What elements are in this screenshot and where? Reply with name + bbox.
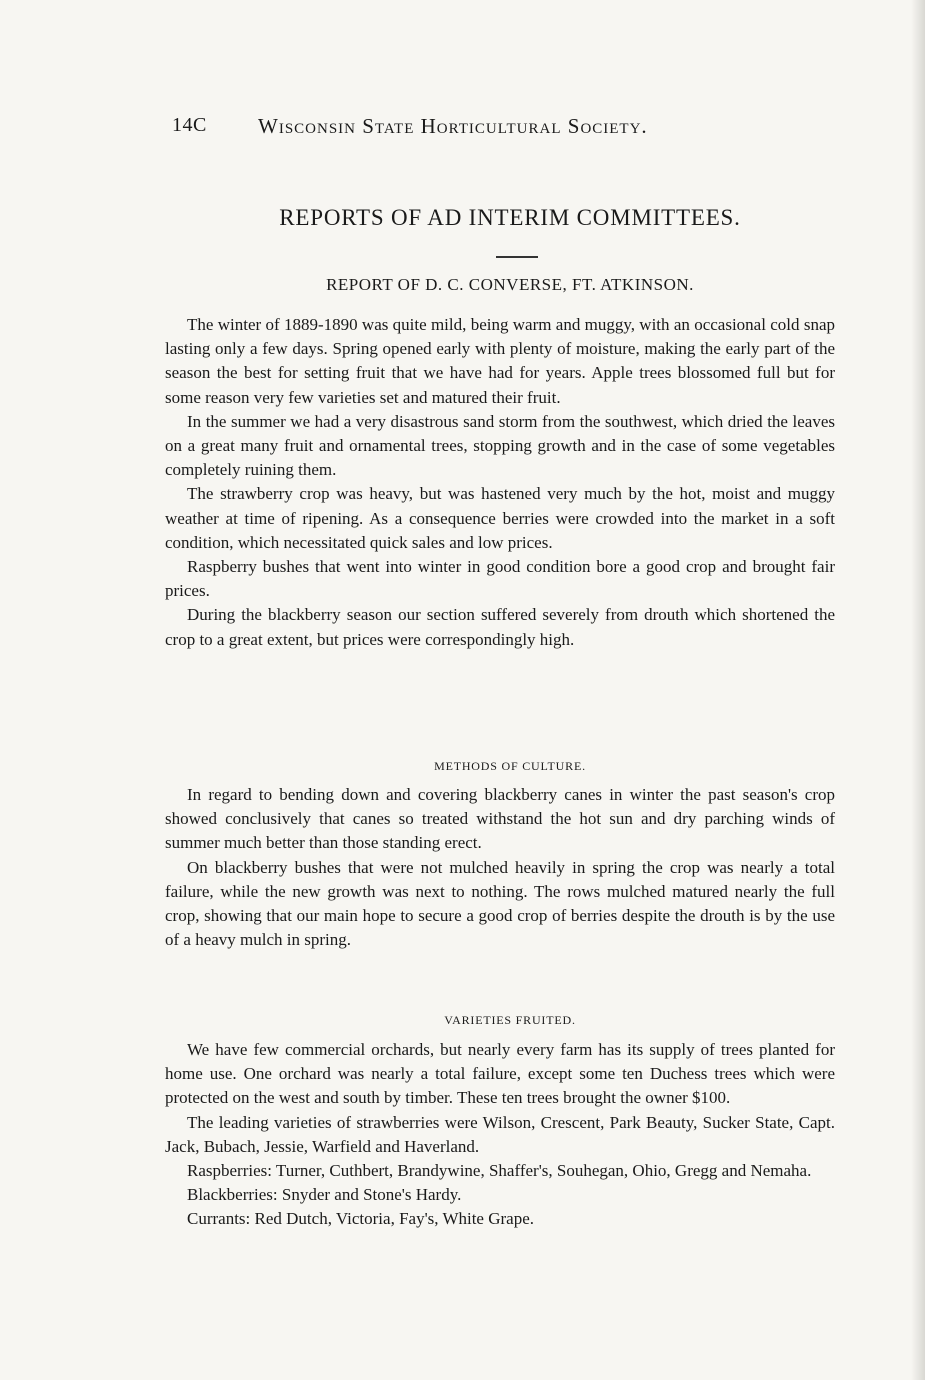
- page-edge-shadow: [911, 0, 925, 1380]
- report-heading: REPORT OF D. C. CONVERSE, FT. ATKINSON.: [326, 275, 694, 294]
- paragraph: The winter of 1889-1890 was quite mild, being warm and muggy, with an occasional cold snap lasting only a few days. Spring opened early with plenty of moisture, making the early part of the season the best for setting fruit that we have had for years. Apple trees blossomed full but for some reason very few varieties set and matured their fruit.: [165, 315, 835, 407]
- methods-heading: METHODS OF CULTURE.: [434, 759, 586, 773]
- paragraph: The leading varieties of strawberries were Wilson, Crescent, Park Beauty, Sucker State, Capt. Jack, Bubach, Jessie, Warfield and Haverland.: [165, 1112, 835, 1156]
- paragraph: Raspberry bushes that went into winter in good condition bore a good crop and brought fair prices.: [165, 557, 835, 601]
- paragraph: We have few commercial orchards, but nearly every farm has its supply of trees planted for home use. One orchard was nearly a total failure, except some ten Duchess trees which were protected on the west and south by timber. These ten trees brought the owner $100.: [165, 1040, 835, 1108]
- paragraph: On blackberry bushes that were not mulched heavily in spring the crop was nearly a total failure, while the new growth was next to nothing. The rows mulched matured nearly the full crop, showing that our main hope to secure a good crop of berries despite the drouth is by the use of a heavy mulch in spring.: [165, 857, 835, 950]
- paragraph: Blackberries: Snyder and Stone's Hardy.: [187, 1185, 462, 1205]
- methods-section: [165, 783, 835, 952]
- running-title: Wisconsin State Horticultural Society.: [258, 114, 648, 138]
- paragraph: During the blackberry season our section suffered severely from drouth which shortened the crop to a great extent, but prices were correspondingly high.: [165, 605, 835, 649]
- paragraph: The strawberry crop was heavy, but was hastened very much by the hot, moist and muggy weather at time of ripening. As a consequence berries were crowded into the market in a soft condition, which necessitated quick sales and low prices.: [165, 484, 835, 552]
- paragraph: Raspberries: Turner, Cuthbert, Brandywine, Shaffer's, Souhegan, Ohio, Gregg and Nemaha.: [187, 1161, 812, 1181]
- varieties-heading: VARIETIES FRUITED.: [444, 1013, 576, 1027]
- varieties-section: [165, 1038, 835, 1232]
- running-head: [172, 114, 762, 144]
- heading-rule: [496, 256, 538, 258]
- page-number: 14C: [172, 114, 207, 136]
- report-body-section: [165, 313, 835, 652]
- paragraph: In the summer we had a very disastrous sand storm from the southwest, which dried the leaves on a great many fruit and ornamental trees, stopping growth and in the case of some vegetables completely ruining them.: [165, 411, 835, 480]
- main-heading: REPORTS OF AD INTERIM COMMITTEES.: [279, 205, 741, 230]
- paragraph: In regard to bending down and covering blackberry canes in winter the past season's crop showed conclusively that canes so treated withstand the hot sun and dry parching winds of summer much better than those standing erect.: [165, 785, 835, 853]
- paragraph: Currants: Red Dutch, Victoria, Fay's, White Grape.: [187, 1209, 535, 1229]
